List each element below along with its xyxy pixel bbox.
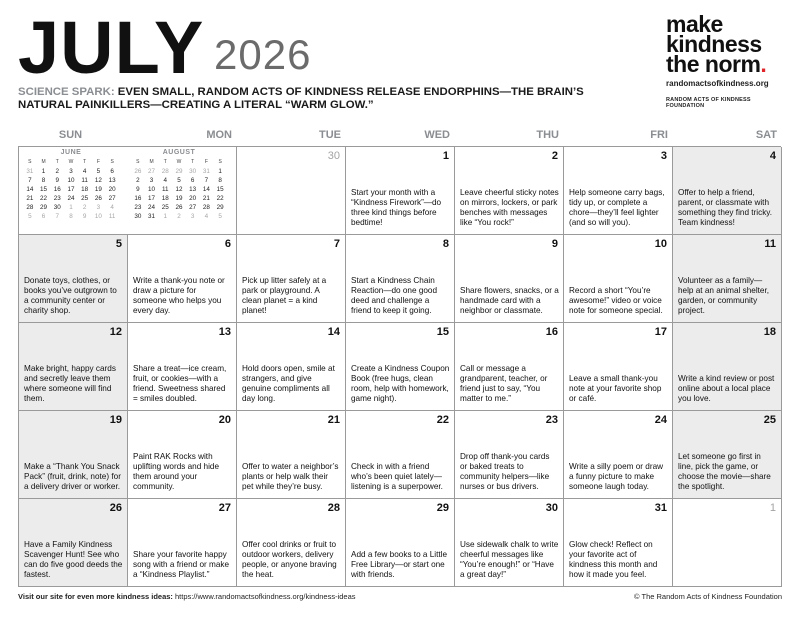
footer-lead: Visit our site for even more kindness ideas:: [18, 592, 173, 601]
mini-calendar-weekday: T: [163, 159, 167, 165]
mini-calendar-table: [131, 158, 227, 221]
mini-calendar-day: 22: [40, 195, 48, 202]
mini-calendar-day: 9: [136, 186, 140, 193]
calendar-day-cell: [564, 147, 673, 235]
calendar-day-cell: [673, 235, 782, 323]
kindness-idea: Make a “Thank You Snack Pack” (fruit, drink, note) for a delivery driver or worker.: [24, 462, 121, 491]
mini-calendar-day: 15: [40, 186, 48, 193]
kindness-idea: Drop off thank-you cards or baked treats to community helpers—like nurses or bus drivers.: [460, 452, 550, 491]
mini-calendar-title: JUNE: [60, 149, 82, 156]
mini-calendar-day: 16: [134, 195, 142, 202]
calendar-day-cell: [346, 499, 455, 587]
day-number: 26: [109, 502, 122, 514]
mini-calendar-day: 2: [55, 168, 60, 175]
mini-calendar-day: 29: [40, 204, 48, 211]
day-number: 28: [327, 502, 340, 514]
mini-calendar-day: 17: [148, 195, 156, 202]
mini-calendar-day: 6: [110, 168, 114, 175]
kindness-idea: Write a silly poem or draw a funny picture to make someone laugh today.: [569, 462, 664, 491]
kindness-idea: Offer cool drinks or fruit to outdoor workers, delivery people, or anyone braving the heat.: [242, 540, 337, 579]
mini-calendar-day: 13: [108, 177, 116, 184]
day-number: 25: [763, 414, 776, 426]
mini-calendar-day: 7: [204, 177, 209, 184]
mini-calendar-day: 9: [55, 177, 60, 184]
mini-calendar-day: 23: [53, 195, 61, 202]
day-number: 14: [327, 326, 340, 338]
brand-foundation: RANDOM ACTS OF KINDNESS FOUNDATION: [666, 97, 751, 109]
kindness-idea: Use sidewalk chalk to write cheerful messages like “You’re enough!” or “Have a great day!”: [460, 540, 559, 579]
mini-calendar-day: 15: [216, 186, 224, 193]
mini-calendar-weekday: T: [83, 159, 87, 165]
mini-calendar-table: [23, 158, 119, 221]
mini-calendar-day: 8: [218, 177, 222, 184]
kindness-idea: Leave a small thank-you note at your favorite shop or café.: [569, 374, 662, 403]
day-number: 20: [218, 414, 231, 426]
day-number: 27: [218, 502, 231, 514]
day-number: 1: [769, 502, 776, 514]
brand-line-3: [666, 51, 782, 77]
weekday-wed: WED: [424, 129, 450, 141]
day-number: 21: [327, 414, 340, 426]
mini-calendar-day: 13: [189, 186, 197, 193]
calendar-day-cell: [455, 411, 564, 499]
weekday-sat: SAT: [755, 129, 777, 141]
day-number: 1: [442, 150, 449, 162]
mini-calendar-day: 12: [175, 186, 183, 193]
mini-calendar-day: 23: [134, 204, 142, 211]
calendar-day-cell: [564, 411, 673, 499]
day-number: 30: [545, 502, 558, 514]
calendar-day-cell: [237, 235, 346, 323]
mini-calendar-day: 20: [108, 186, 116, 193]
day-number: 6: [224, 238, 231, 250]
kindness-idea: Add a few books to a Little Free Library—or start one with friends.: [351, 550, 448, 579]
calendar-day-cell: [237, 147, 346, 235]
mini-calendar-day: 14: [26, 186, 34, 193]
calendar-day-cell: [237, 323, 346, 411]
mini-calendar-day: 3: [190, 213, 195, 220]
kindness-idea: Offer to water a neighbor’s plants or help walk their pet while they’re busy.: [242, 462, 339, 491]
mini-calendar-weekday: M: [41, 159, 46, 165]
mini-calendar-day: 22: [216, 195, 224, 202]
mini-calendar-title: AUGUST: [162, 149, 196, 156]
weekday-fri: FRI: [650, 129, 668, 141]
day-number: 3: [660, 150, 667, 162]
mini-calendar-day: 10: [148, 186, 156, 193]
brand-dot: .: [760, 51, 767, 77]
calendar-day-cell: [455, 235, 564, 323]
calendar-day-cell: [346, 323, 455, 411]
kindness-idea: Call or message a grandparent, teacher, or friend just to say, “You matter to me.”: [460, 364, 548, 403]
month-title: JULY: [18, 6, 205, 89]
mini-calendar-day: 8: [41, 177, 46, 184]
day-number: 16: [545, 326, 558, 338]
mini-calendar-day: 31: [202, 168, 210, 175]
footer-visit: [18, 592, 356, 601]
mini-calendar-weekday: T: [55, 159, 59, 165]
mini-calendar-weekday: T: [191, 159, 195, 165]
brand-line-3-text: the norm: [666, 51, 761, 77]
kindness-idea: Check in with a friend who’s been quiet lately—listening is a superpower.: [351, 462, 443, 491]
kindness-idea: Write a kind review or post online about a local place you love.: [678, 374, 775, 403]
mini-calendar-weekday: S: [136, 159, 140, 165]
mini-calendar-day: 3: [69, 168, 73, 175]
mini-calendar-weekday: S: [218, 159, 222, 165]
mini-calendar-day: 26: [134, 168, 142, 175]
calendar-day-cell: [346, 235, 455, 323]
kindness-idea: Let someone go first in line, pick the game, or choose the movie—share the spotlight.: [678, 452, 771, 491]
kindness-idea: Start your month with a “Kindness Firework”—do three kind things before bedtime!: [351, 188, 442, 227]
day-number: 5: [115, 238, 122, 250]
mini-calendar-day: 25: [161, 204, 169, 211]
mini-calendar-day: 26: [175, 204, 183, 211]
mini-calendar-day: 9: [82, 213, 87, 220]
calendar-day-cell: [455, 323, 564, 411]
mini-calendar-day: 10: [67, 177, 75, 184]
weekday-sun: SUN: [58, 129, 83, 141]
day-number: 12: [109, 326, 122, 338]
mini-calendar-day: 7: [28, 177, 32, 184]
day-number: 10: [654, 238, 667, 250]
mini-calendar-weekday: F: [204, 159, 208, 165]
kindness-idea: Offer to help a friend, parent, or classmate with something they find tricky. Team kindness!: [678, 188, 773, 227]
day-number: 29: [436, 502, 449, 514]
weekday-thu: THU: [536, 129, 559, 141]
day-number: 31: [654, 502, 667, 514]
mini-calendar-day: 14: [202, 186, 210, 193]
calendar-day-cell: [455, 147, 564, 235]
footer-url[interactable]: https://www.randomactsofkindness.org/kindness-ideas: [172, 592, 356, 601]
day-number: 13: [218, 326, 231, 338]
kindness-idea: Create a Kindness Coupon Book (free hugs, clean room, help with homework, game night).: [351, 364, 450, 403]
weekday-tue: TUE: [319, 129, 341, 141]
mini-calendar-day: 1: [41, 168, 46, 175]
footer-copyright: © The Random Acts of Kindness Foundation: [634, 592, 782, 601]
mini-calendar-day: 2: [82, 204, 87, 211]
mini-calendar-day: 31: [148, 213, 156, 220]
mini-calendar-weekday: W: [176, 159, 182, 165]
mini-calendar-day: 5: [96, 168, 101, 175]
calendar-day-cell: [19, 323, 128, 411]
mini-calendar-day: 12: [94, 177, 102, 184]
mini-calendar-day: 26: [94, 195, 102, 202]
mini-calendar-day: 19: [94, 186, 102, 193]
kindness-idea: Hold doors open, smile at strangers, and give genuine compliments all day long.: [242, 364, 335, 403]
day-number: 24: [654, 414, 667, 426]
mini-calendar-day: 3: [149, 177, 154, 184]
mini-calendar-weekday: S: [110, 159, 114, 165]
calendar-day-cell: [673, 411, 782, 499]
calendar-day-cell: [128, 411, 237, 499]
brand-line-1: make: [666, 11, 723, 37]
calendar-day-cell: [237, 411, 346, 499]
calendar-day-cell: [564, 323, 673, 411]
mini-calendar-day: 27: [108, 195, 116, 202]
calendar-grid: [18, 146, 781, 587]
kindness-idea: Donate toys, clothes, or books you’ve outgrown to a community center or charity shop.: [24, 276, 117, 315]
kindness-idea: Glow check! Reflect on your favorite act of kindness this month and how it made you feel.: [569, 540, 658, 579]
calendar-day-cell: [19, 499, 128, 587]
calendar-day-cell: [346, 147, 455, 235]
mini-calendar-day: 11: [108, 213, 116, 220]
mini-calendar-day: 18: [161, 195, 169, 202]
weekday-header-row: [18, 128, 781, 146]
mini-calendar-day: 29: [216, 204, 224, 211]
mini-calendar-day: 17: [67, 186, 75, 193]
calendar-day-cell: [564, 235, 673, 323]
calendar-day-cell: [346, 411, 455, 499]
mini-calendar-day: 16: [53, 186, 61, 193]
mini-calendar-day: 20: [189, 195, 197, 202]
day-number: 18: [763, 326, 776, 338]
mini-calendar-weekday: F: [96, 159, 100, 165]
science-spark-label: SCIENCE SPARK:: [18, 86, 115, 98]
calendar-day-cell: [673, 147, 782, 235]
mini-calendar-june: [23, 149, 119, 221]
mini-calendar-day: 4: [82, 168, 87, 175]
mini-calendar-day: 18: [81, 186, 89, 193]
brand-url[interactable]: randomactsofkindness.org: [666, 79, 769, 88]
footer: [18, 592, 782, 601]
kindness-idea: Make bright, happy cards and secretly leave them where someone will find them.: [24, 364, 116, 403]
day-number: 17: [654, 326, 667, 338]
calendar-day-cell: [237, 499, 346, 587]
science-spark: [18, 86, 598, 112]
kindness-idea: Record a short “You’re awesome!” video or voice note for someone special.: [569, 286, 663, 315]
day-number: 22: [436, 414, 449, 426]
calendar-day-cell: [19, 235, 128, 323]
mini-calendar-day: 19: [175, 195, 183, 202]
weekday-mon: MON: [206, 129, 232, 141]
brand-line-2: kindness: [666, 31, 762, 57]
science-spark-text: EVEN SMALL, RANDOM ACTS OF KINDNESS RELEASE ENDORPHINS—THE BRAIN’S NATURAL PAINKILLERS—CREATING A LITERAL “WARM GLOW.”: [18, 86, 584, 111]
mini-calendar-day: 10: [94, 213, 102, 220]
calendar-day-cell: [128, 499, 237, 587]
mini-calendar-weekday: M: [149, 159, 154, 165]
day-number: 7: [333, 238, 340, 250]
mini-calendar-day: 28: [26, 204, 34, 211]
mini-calendar-august: [131, 149, 227, 221]
mini-calendar-day: 7: [55, 213, 60, 220]
day-number: 9: [551, 238, 558, 250]
kindness-idea: Paint RAK Rocks with uplifting words and hide them around your community.: [133, 452, 220, 491]
mini-calendar-day: 30: [53, 204, 61, 211]
mini-calendar-day: 11: [81, 177, 88, 184]
mini-calendar-day: 5: [28, 213, 32, 220]
calendar: [18, 128, 782, 587]
mini-calendar-day: 24: [148, 204, 156, 211]
mini-calendar-day: 2: [136, 177, 140, 184]
calendar-day-cell: [128, 235, 237, 323]
mini-calendar-day: 1: [163, 213, 168, 220]
mini-calendar-day: 2: [177, 213, 181, 220]
mini-calendar-day: 1: [69, 204, 73, 211]
day-number: 19: [109, 414, 122, 426]
mini-calendar-day: 28: [202, 204, 210, 211]
mini-calendar-day: 3: [96, 204, 101, 211]
mini-calendar-day: 4: [204, 213, 209, 220]
mini-calendar-day: 31: [26, 168, 34, 175]
mini-calendar-day: 28: [161, 168, 169, 175]
kindness-idea: Help someone carry bags, tidy up, or complete a chore—they’ll feel lighter (and so will you).: [569, 188, 665, 227]
calendar-day-cell: [455, 499, 564, 587]
day-number: 2: [551, 150, 558, 162]
kindness-idea: Have a Family Kindness Scavenger Hunt! See who can do five good deeds the fastest.: [24, 540, 123, 579]
kindness-idea: Share flowers, snacks, or a handmade card with a neighbor or classmate.: [460, 286, 559, 315]
mini-calendar-day: 29: [175, 168, 183, 175]
day-number: 11: [764, 238, 776, 250]
brand-logo[interactable]: [666, 11, 782, 109]
kindness-idea: Volunteer as a family—help at an animal shelter, garden, or community project.: [678, 276, 770, 315]
mini-calendar-day: 5: [218, 213, 222, 220]
mini-calendar-day: 21: [202, 195, 210, 202]
calendar-day-cell: [564, 499, 673, 587]
mini-calendar-day: 6: [190, 177, 195, 184]
kindness-idea: Leave cheerful sticky notes on mirrors, lockers, or park benches with messages like “You rock!”: [460, 188, 559, 227]
kindness-idea: Pick up litter safely at a park or playground. A clean planet = a kind planet!: [242, 276, 327, 315]
mini-calendar-day: 27: [148, 168, 156, 175]
year-title: 2026: [214, 31, 312, 78]
day-number: 4: [769, 150, 776, 162]
day-number: 23: [545, 414, 558, 426]
kindness-idea: Write a thank-you note or draw a picture for someone who helps you every day.: [133, 276, 225, 315]
mini-calendar-day: 8: [69, 213, 73, 220]
mini-calendar-day: 27: [189, 204, 197, 211]
mini-calendar-day: 30: [189, 168, 197, 175]
kindness-idea: Start a Kindness Chain Reaction—do one good deed and challenge a friend to keep it going.: [351, 276, 438, 315]
mini-calendar-day: 4: [110, 204, 114, 211]
calendar-day-cell: [673, 323, 782, 411]
mini-calendar-weekday: W: [68, 159, 74, 165]
calendar-day-cell: [673, 499, 782, 587]
mini-calendars-area: [19, 147, 237, 235]
mini-calendar-weekday: S: [28, 159, 32, 165]
calendar-day-cell: [19, 411, 128, 499]
mini-calendar-day: 1: [218, 168, 222, 175]
day-number: 8: [442, 238, 449, 250]
mini-calendar-day: 11: [161, 186, 169, 193]
day-number: 15: [436, 326, 449, 338]
mini-calendar-day: 30: [134, 213, 142, 220]
mini-calendar-day: 4: [163, 177, 168, 184]
mini-calendar-day: 6: [41, 213, 46, 220]
kindness-idea: Share a treat—ice cream, fruit, or cookies—with a friend. Sweetness shared = smiles doubled.: [133, 364, 227, 403]
mini-calendar-day: 5: [177, 177, 181, 184]
mini-calendar-day: 25: [81, 195, 89, 202]
mini-calendar-day: 24: [67, 195, 75, 202]
mini-calendar-day: 21: [26, 195, 34, 202]
kindness-idea: Share your favorite happy song with a friend or make a “Kindness Playlist.”: [133, 550, 230, 579]
calendar-day-cell: [128, 323, 237, 411]
day-number: 30: [327, 150, 340, 162]
